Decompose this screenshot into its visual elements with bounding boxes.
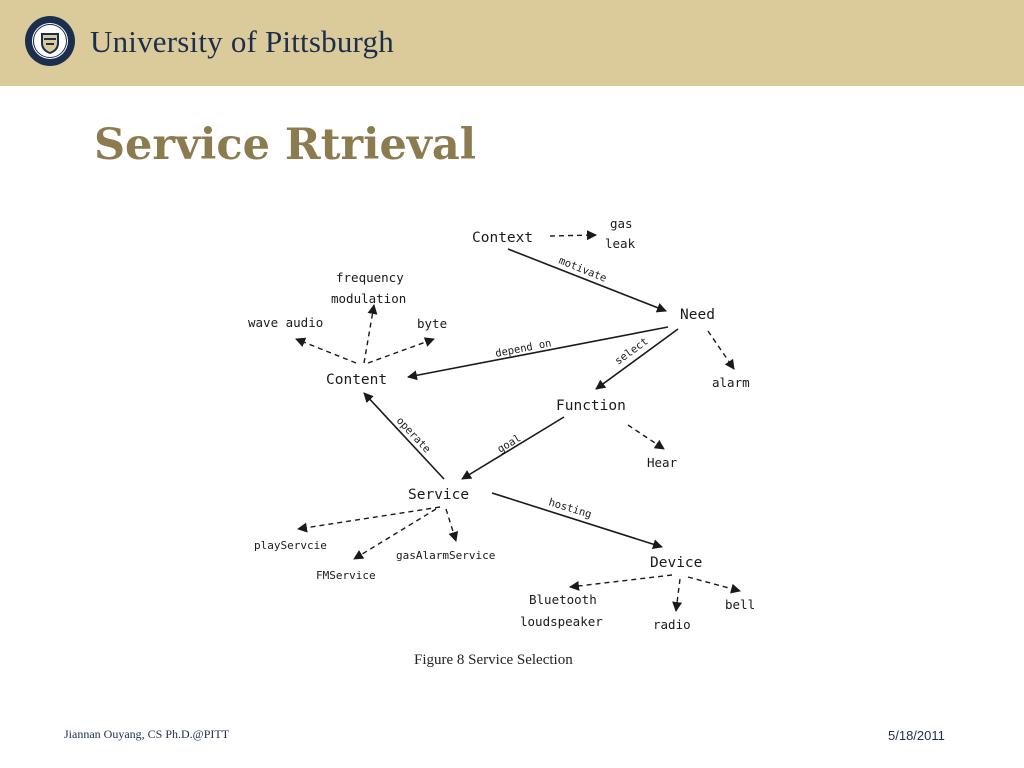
node-alarm: alarm — [712, 375, 750, 390]
edge-context-gasleak — [550, 235, 596, 236]
footer-date: 5/18/2011 — [888, 728, 945, 743]
node-need: Need — [680, 307, 715, 323]
edge-content-byte — [368, 339, 434, 363]
edge-device-radio — [676, 579, 680, 611]
node-context: Context — [472, 230, 534, 246]
node-device: Device — [650, 555, 703, 571]
node-fm-service: FMService — [316, 569, 376, 582]
header-bar — [0, 0, 1024, 86]
edge-service-playservice — [298, 507, 440, 529]
node-byte: byte — [417, 316, 448, 331]
edge-content-waveaudio — [296, 339, 356, 363]
node-bluetooth-line2: loudspeaker — [520, 614, 603, 629]
node-content: Content — [326, 372, 388, 388]
node-frequency-line1: frequency — [336, 270, 404, 285]
node-radio: radio — [653, 617, 691, 632]
edge-content-frequency — [364, 305, 374, 363]
edge-label-depend-on: depend on — [494, 337, 553, 360]
edge-label-motivate: motivate — [556, 254, 609, 285]
node-bluetooth-line1: Bluetooth — [529, 592, 597, 607]
node-gas-alarm-service: gasAlarmService — [396, 549, 496, 562]
edge-context-need — [508, 249, 666, 311]
figure-caption: Figure 8 Service Selection — [414, 652, 573, 668]
edge-service-content — [364, 393, 444, 479]
footer-author: Jiannan Ouyang, CS Ph.D.@PITT — [64, 727, 230, 741]
edge-service-gasalarm — [446, 509, 456, 541]
edge-label-operate: operate — [393, 414, 433, 456]
university-seal-icon — [24, 15, 76, 67]
node-gas-leak-line1: gas — [610, 216, 633, 231]
node-service: Service — [408, 487, 470, 503]
slide-title: Service Rtrieval — [94, 120, 477, 170]
node-gas-leak-line2: leak — [605, 236, 636, 251]
node-frequency-line2: modulation — [331, 291, 407, 306]
node-play-service: playServcie — [254, 539, 327, 552]
edge-need-alarm — [708, 331, 734, 369]
node-wave-audio: wave audio — [248, 315, 324, 330]
node-bell: bell — [725, 597, 756, 612]
node-hear: Hear — [647, 455, 678, 470]
node-function: Function — [556, 398, 626, 414]
edge-label-select: select — [612, 335, 651, 368]
service-selection-diagram — [240, 205, 780, 645]
edge-device-bell — [688, 577, 740, 591]
university-name: University of Pittsburgh — [90, 24, 394, 59]
edge-label-goal: goal — [495, 432, 524, 456]
edge-device-bluetooth — [570, 575, 672, 587]
edge-label-hosting: hosting — [547, 496, 593, 521]
edge-function-hear — [628, 425, 664, 449]
edge-service-device — [492, 493, 662, 547]
